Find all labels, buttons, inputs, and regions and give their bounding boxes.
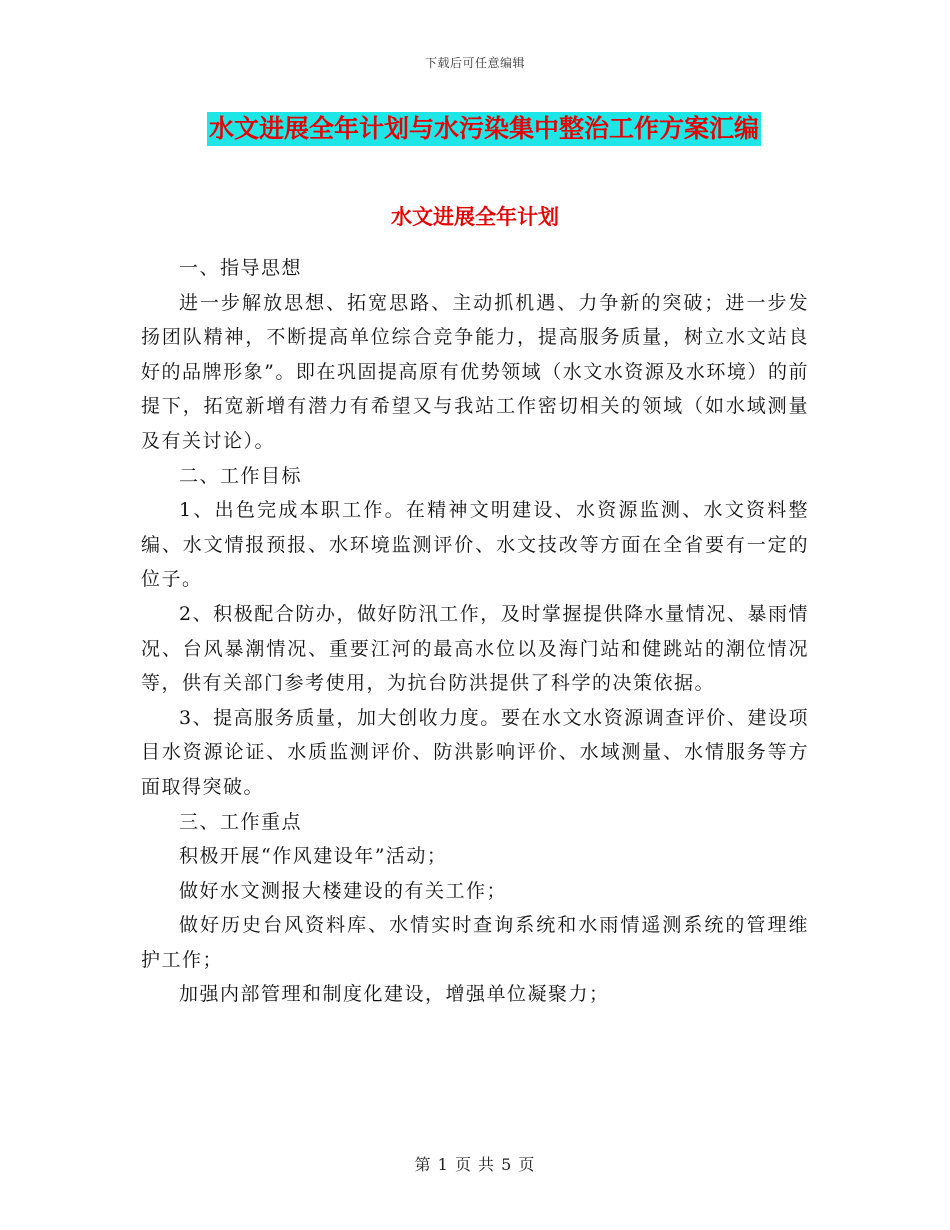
paragraph-focus-1: 积极开展“作风建设年”活动； (179, 845, 448, 868)
document-title: 水文进展全年计划与水污染集中整治工作方案汇编 (207, 112, 761, 146)
heading-work-goals: 二、工作目标 (179, 464, 303, 487)
paragraph-goal-2: 2、积极配合防办，做好防汛工作，及时掌握提供降水量情况、暴雨情况、台风暴潮情况、重要江河的最高水位以及海门站和健跳站的潮位情况等，供有关部门参考使用，为抗台防洪提供了科学的决策依据。 (141, 602, 809, 695)
paragraph-guiding-ideology: 进一步解放思想、拓宽思路、主动抓机遇、力争新的突破；进一步发扬团队精神，不断提高单位综合竞争能力，提高服务质量，树立水文站良好的品牌形象”。即在巩固提高原有优势领域（水文水资源及水环境）的前提下，拓宽新增有潜力有希望又与我站工作密切相关的领域（如水域测量及有关讨论）。 (141, 291, 809, 452)
paragraph-focus-3: 做好历史台风资料库、水情实时查询系统和水雨情遥测系统的管理维护工作； (141, 914, 809, 971)
document-body (141, 251, 809, 1012)
paragraph-focus-2: 做好水文测报大楼建设的有关工作； (179, 879, 508, 902)
header-note: 下载后可任意编辑 (424, 56, 525, 70)
heading-guiding-ideology: 一、指导思想 (179, 257, 303, 279)
heading-work-focus: 三、工作重点 (179, 810, 303, 833)
paragraph-focus-4: 加强内部管理和制度化建设，增强单位凝聚力； (179, 983, 610, 1006)
section-title: 水文进展全年计划 (391, 205, 559, 229)
paragraph-goal-1: 1、出色完成本职工作。在精神文明建设、水资源监测、水文资料整编、水文情报预报、水环境监测评价、水文技改等方面在全省要有一定的位子。 (141, 499, 809, 591)
page-number: 第 1 页 共 5 页 (414, 1155, 536, 1174)
paragraph-goal-3: 3、提高服务质量，加大创收力度。要在水文水资源调查评价、建设项目水资源论证、水质监测评价、防洪影响评价、水域测量、水情服务等方面取得突破。 (141, 706, 809, 798)
